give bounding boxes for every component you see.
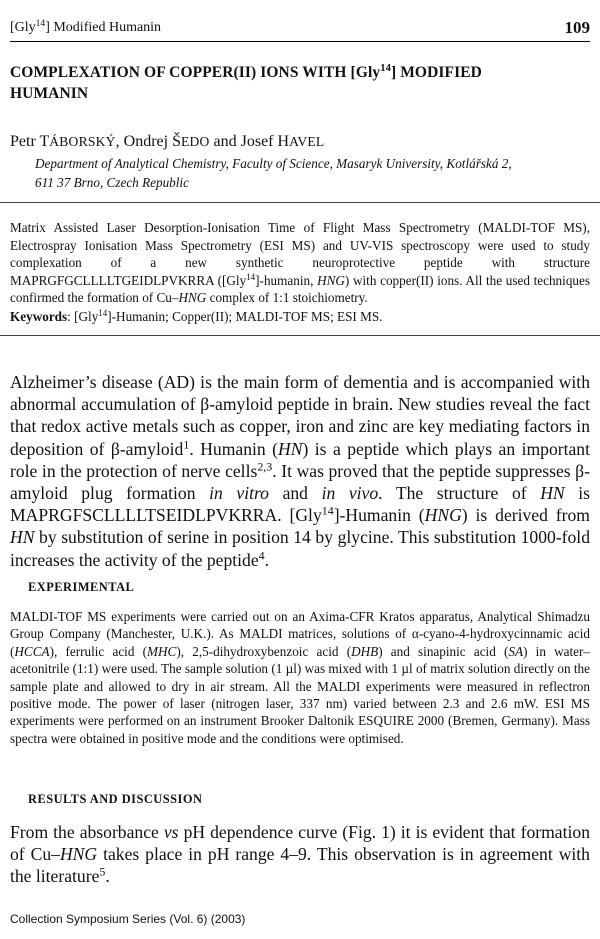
header-rule bbox=[10, 41, 590, 42]
keywords: Keywords: [Gly$^{14}$]-Humanin; Copper(II); MALDI-TOF MS; ESI MS. bbox=[10, 308, 383, 324]
abstract-box bbox=[0, 202, 600, 336]
affiliation: Department of Analytical Chemistry, Faculty of Science, Masaryk University, Kotlářská 2, 611 37 Brno, Czech Republic bbox=[35, 156, 512, 190]
author-list: Petr TÁBORSKÝ, Ondrej ŠEDO and Josef HAVEL bbox=[10, 133, 325, 150]
section-heading-results: RESULTS AND DISCUSSION bbox=[28, 792, 203, 806]
page-number: 109 bbox=[564, 18, 590, 37]
results-paragraph: From the absorbance vs pH dependence curve (Fig. 1) it is evident that formation of Cu–HNG takes place in pH range 4–9. This observation is in agreement with the literature$^5$. bbox=[10, 822, 590, 887]
journal-footer: Collection Symposium Series (Vol. 6) (2003) bbox=[10, 912, 246, 926]
running-head-title: [Gly$^{14}$] Modified Humanin bbox=[10, 18, 162, 35]
experimental-paragraph: MALDI-TOF MS experiments were carried out on an Axima-CFR Kratos apparatus, Analytical Shimadzu Group Company (Manchester, U.K.). As MALDI matrices, solutions of α-cyano-4-hydroxycinnamic acid (HCCA), ferrulic acid (MHC), 2,5-dihydroxybenzoic acid (DHB) and sinapinic acid (SA) in water–acetonitrile (1:1) were used. The sample solution (1 µl) was mixed with 1 µl of matrix solution directly on the sample plate and allowed to dry in air stream. All the MALDI experiments were measured in reflectron positive mode. The power of laser (nitrogen laser, 337 nm) varied between 2.3 and 2.6 mW. ESI MS experiments were performed on an instrument Brooker Daltonik ESQUIRE 2000 (Bremen, Germany). Mass spectra were obtained in positive mode and the conditions were optimised. bbox=[10, 609, 590, 746]
abstract-text: Matrix Assisted Laser Desorption-Ionisation Time of Flight Mass Spectrometry (MALDI-TOF MS), Electrospray Ionisation Mass Spectrometry (ESI MS) and UV-VIS spectroscopy were used to study complexation of a new synthetic neuroprotective peptide with structure MAPRGFGCLLLLTGEIDLPVKRRA ([Gly$^{14}$]-humanin, HNG) with copper(II) ions. All the used techniques confirmed the formation of Cu–HNG complex of 1:1 stoichiometry. bbox=[10, 220, 590, 306]
introduction-paragraph: Alzheimer’s disease (AD) is the main form of dementia and is accompanied with abnormal accumulation of β-amyloid peptide in brain. New studies reveal the fact that redox active metals such as copper, iron and zinc are key mediating factors in deposition of β-amyloid$^1$. Humanin (HN) is a peptide which plays an important role in the protection of nerve cells$^{2,3}$. It was proved that the peptide suppresses β-amyloid plug formation in vitro and in vivo. The structure of HN is MAPRGFSCLLLLTSEIDLPVKRRA. [Gly$^{14}$]-Humanin (HNG) is derived from HN by substitution of serine in position 14 by glycine. This substitution 1000-fold increases the activity of the peptide$^4$. bbox=[10, 372, 590, 570]
running-head bbox=[10, 18, 590, 40]
article-title: COMPLEXATION OF COPPER(II) IONS WITH [Gly$^{14}$] MODIFIED HUMANIN bbox=[10, 63, 482, 102]
section-heading-experimental: EXPERIMENTAL bbox=[28, 580, 135, 594]
